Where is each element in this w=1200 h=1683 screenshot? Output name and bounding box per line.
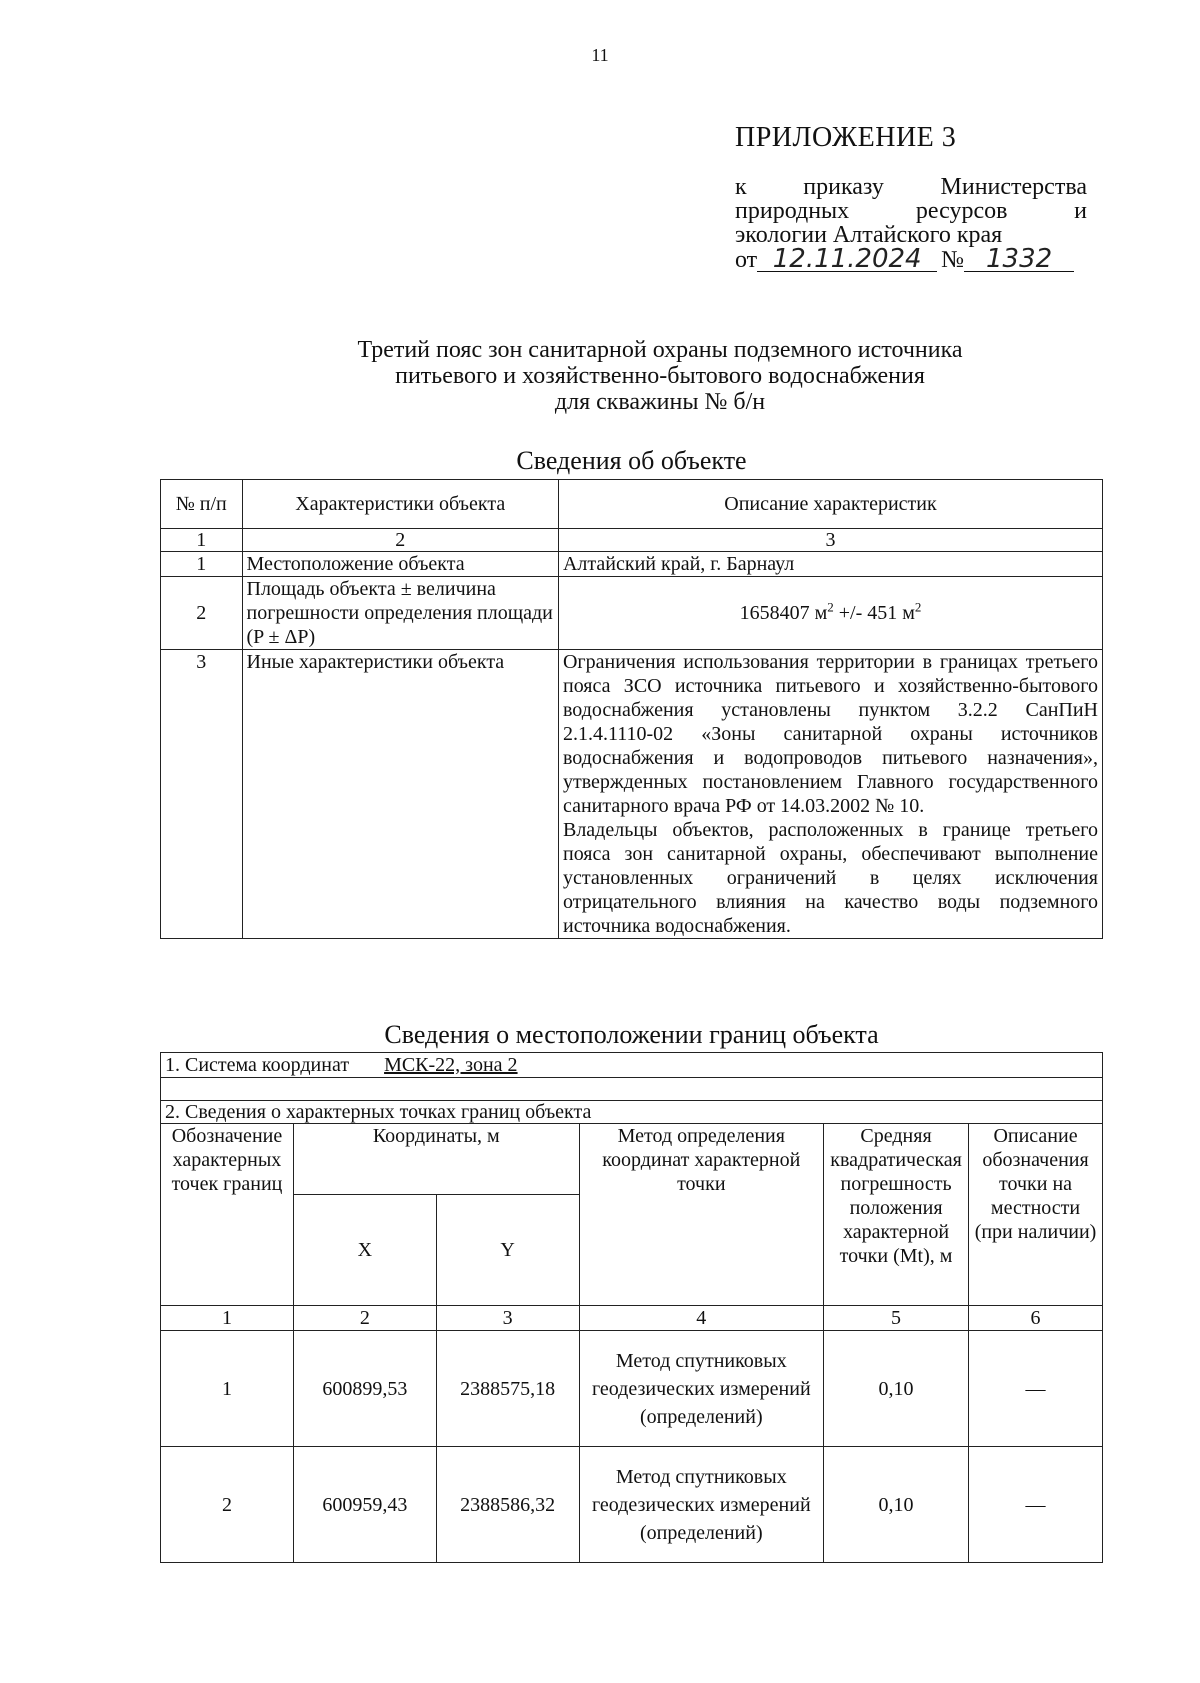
document-title-line-2: питьевого и хозяйственно-бытового водоснабжения [395,363,925,389]
coord-system-label: 1. Система координат [165,1054,350,1076]
order-word-k: к [735,174,747,200]
header-row-1 [161,1124,1103,1195]
row-name: Местоположение объекта [242,552,558,577]
point-description: — [969,1447,1103,1563]
point-id: 1 [161,1331,294,1447]
table-row [161,577,1103,650]
order-date-handwritten: 12.11.2024 [757,247,937,272]
index-cell: 4 [579,1306,824,1331]
row-name: Иные характеристики объекта [242,650,558,939]
order-word-resources: ресурсов [915,198,1008,224]
point-y: 2388586,32 [436,1447,579,1563]
row-name: Площадь объекта ± величина погрешности определения площади (P ± ΔP) [242,577,558,650]
document-title [200,337,1120,415]
row-value: Алтайский край, г. Барнаул [558,552,1102,577]
number-label: № [941,247,965,273]
restrictions-paragraph: Ограничения использования территории в границах третьего пояса ЗСО источника питьевого и хозяйственно-бытового водоснабжения установлены пунктом 3.2.2 СанПиН 2.1.4.1110-02 «Зоны санитарной охраны источников водоснабжения и водопроводов питьевого назначения», утвержденных постановлением Главного государственного санитарного врача РФ от 14.03.2002 № 10. [562,651,1098,817]
row-value [558,650,1102,939]
row-number: 2 [161,577,243,650]
header-description: Описание обозначения точки на местности (при наличии) [969,1124,1103,1306]
order-word-and: и [1074,198,1087,224]
point-y: 2388575,18 [436,1331,579,1447]
index-cell: 3 [436,1306,579,1331]
point-error: 0,10 [824,1331,969,1447]
header-coords: Координаты, м [293,1124,579,1195]
points-label: 2. Сведения о характерных точках границ объекта [161,1101,1103,1124]
spacer-cell [161,1078,1103,1101]
from-label: от [735,247,758,273]
point-method: Метод спутниковых геодезических измерений (определений) [579,1331,824,1447]
document-title-line-3: для скважины № б/н [554,389,766,415]
order-word-natural: природных [735,198,850,224]
order-reference [735,175,1087,272]
area-error: +/- 451 м [833,602,915,624]
order-line-3: экологии Алтайского края [735,222,1003,248]
index-row [161,1306,1103,1331]
header-characteristics: Характеристики объекта [242,480,558,529]
table-row [161,1447,1103,1563]
order-number-handwritten: 1332 [964,247,1074,272]
boundary-points-table [160,1052,1103,1563]
coord-system-value: МСК-22, зона 2 [384,1054,518,1076]
point-id: 2 [161,1447,294,1563]
header-y: Y [436,1195,579,1306]
header-x: X [293,1195,436,1306]
points-label-row [161,1101,1103,1124]
header-method: Метод определения координат характерной точки [579,1124,824,1306]
order-date-number-line [735,244,1087,274]
area-unit-power: 2 [827,599,834,615]
coord-system-cell [161,1053,1103,1078]
order-word-prikazu: приказу [803,174,884,200]
table-header-row [161,480,1103,529]
section-boundaries-title: Сведения о местоположении границ объекта [384,1020,879,1049]
index-cell: 5 [824,1306,969,1331]
index-cell: 2 [242,529,558,552]
index-cell: 3 [558,529,1102,552]
point-x: 600899,53 [293,1331,436,1447]
area-error-unit-power: 2 [914,599,922,615]
index-cell: 1 [161,529,243,552]
page-number: 11 [591,45,609,65]
header-number: № п/п [161,480,243,529]
row-number: 1 [161,552,243,577]
index-cell: 2 [293,1306,436,1331]
document-title-line-1: Третий пояс зон санитарной охраны подземного источника [357,337,963,363]
table-index-row [161,529,1103,552]
header-description: Описание характеристик [558,480,1102,529]
owners-paragraph: Владельцы объектов, расположенных в границе третьего пояса зон санитарной охраны, обеспечивают выполнение установленных ограничений в целях исключения отрицательного влияния на качество воды подземного источника водоснабжения. [562,819,1098,937]
coord-system-row [161,1053,1103,1078]
header-error: Средняя квадратическая погрешность положения характерной точки (Mt), м [824,1124,969,1306]
point-method: Метод спутниковых геодезических измерений (определений) [579,1447,824,1563]
area-value-main: 1658407 м [739,602,828,624]
header-designation: Обозначение характерных точек границ [161,1124,294,1306]
point-description: — [969,1331,1103,1447]
index-cell: 1 [161,1306,294,1331]
table-row [161,650,1103,939]
table-row [161,1331,1103,1447]
object-info-table [160,479,1103,939]
area-value [558,577,1102,650]
point-x: 600959,43 [293,1447,436,1563]
table-row [161,552,1103,577]
section-object-info-title: Сведения об объекте [516,446,747,475]
order-line-2 [735,199,1087,223]
spacer-row [161,1078,1103,1101]
order-line-1 [735,175,1087,199]
order-word-ministry: Министерства [940,174,1087,200]
row-number: 3 [161,650,243,939]
index-cell: 6 [969,1306,1103,1331]
point-error: 0,10 [824,1447,969,1563]
appendix-title: ПРИЛОЖЕНИЕ 3 [735,122,957,153]
